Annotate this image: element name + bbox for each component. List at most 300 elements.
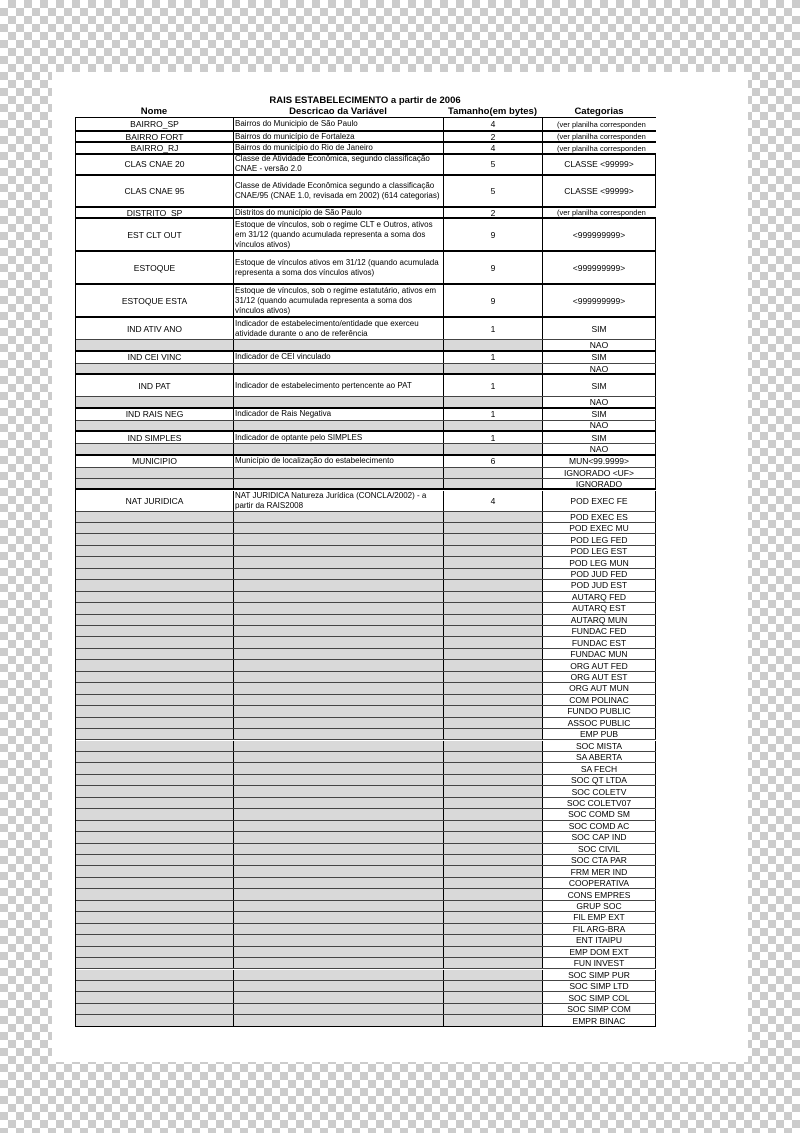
description-cell <box>234 786 444 796</box>
table-row <box>76 798 656 809</box>
size-cell <box>444 546 543 556</box>
size-cell <box>444 821 543 831</box>
description-cell <box>234 752 444 762</box>
name-cell <box>76 603 234 613</box>
description-cell <box>234 695 444 705</box>
table-row <box>76 649 656 660</box>
category-cell: (ver planilha corresponden <box>557 119 646 129</box>
size-cell <box>444 935 543 945</box>
name-cell <box>76 615 234 625</box>
category-cell: SOC SIMP COL <box>543 992 656 1002</box>
table-row <box>76 208 656 219</box>
size-cell <box>444 580 543 590</box>
table-row <box>76 479 656 490</box>
name-cell <box>76 557 234 567</box>
table-row <box>76 397 656 408</box>
category-cell: (ver planilha corresponden <box>557 132 646 142</box>
description-cell <box>234 649 444 659</box>
size-cell: 1 <box>444 375 543 396</box>
category-cell: FUNDAC EST <box>543 637 656 647</box>
category-cell: ORG AUT MUN <box>543 683 656 693</box>
table-row <box>76 901 656 912</box>
name-cell <box>76 741 234 751</box>
header-categories: Categorias <box>574 106 624 117</box>
category-cell: AUTARQ FED <box>543 592 656 602</box>
table-row <box>76 866 656 877</box>
table-row <box>76 763 656 774</box>
category-cell: <999999999> <box>543 252 656 283</box>
name-cell <box>76 479 234 488</box>
description-cell <box>234 855 444 865</box>
name-cell <box>76 844 234 854</box>
category-cell: NAO <box>543 444 656 453</box>
name-cell <box>76 878 234 888</box>
name-cell <box>76 569 234 579</box>
size-cell <box>444 557 543 567</box>
category-cell: SOC SIMP PUR <box>543 970 656 980</box>
header-size: Tamanho(em bytes) <box>447 106 538 117</box>
name-cell <box>76 729 234 739</box>
category-cell: POD JUD EST <box>543 580 656 590</box>
size-cell: 4 <box>444 491 543 511</box>
category-cell: ENT ITAIPU <box>543 935 656 945</box>
variables-table <box>75 117 656 1027</box>
table-row <box>76 580 656 591</box>
category-cell: ASSOC PUBLIC <box>543 718 656 728</box>
category-cell: NAO <box>543 397 656 406</box>
size-cell: 4 <box>444 118 543 130</box>
category-cell: FIL EMP EXT <box>543 912 656 922</box>
category-cell: SOC CTA PAR <box>543 855 656 865</box>
size-cell: 6 <box>444 456 543 467</box>
category-cell: EMPR BINAC <box>543 1015 656 1025</box>
description-cell <box>234 468 444 478</box>
size-cell <box>444 763 543 773</box>
description-cell <box>234 683 444 693</box>
name-cell <box>76 786 234 796</box>
table-row <box>76 992 656 1003</box>
size-cell <box>444 523 543 533</box>
size-cell <box>444 809 543 819</box>
size-cell <box>444 672 543 682</box>
description-cell <box>234 534 444 544</box>
size-cell <box>444 695 543 705</box>
size-cell <box>444 364 543 373</box>
table-row <box>76 741 656 752</box>
table-row <box>76 444 656 455</box>
name-cell: BAIRRO_RJ <box>76 143 234 152</box>
size-cell <box>444 947 543 957</box>
name-cell <box>76 340 234 349</box>
table-row <box>76 718 656 729</box>
table-row <box>76 592 656 603</box>
table-row <box>76 569 656 580</box>
name-cell <box>76 752 234 762</box>
size-cell <box>444 615 543 625</box>
name-cell <box>76 672 234 682</box>
category-cell: POD JUD FED <box>543 569 656 579</box>
category-cell: NAO <box>543 340 656 349</box>
description-cell <box>234 981 444 991</box>
description-cell <box>234 580 444 590</box>
name-cell: DISTRITO_SP <box>76 208 234 217</box>
category-cell: FUN INVEST <box>543 958 656 968</box>
size-cell <box>444 649 543 659</box>
size-cell: 2 <box>444 132 543 141</box>
size-cell <box>444 958 543 968</box>
category-cell: SIM <box>543 432 656 443</box>
table-row <box>76 534 656 545</box>
table-row <box>76 786 656 797</box>
description-cell: Indicador de CEI vinculado <box>234 352 444 363</box>
size-cell <box>444 889 543 899</box>
description-cell <box>234 615 444 625</box>
size-cell: 9 <box>444 285 543 316</box>
name-cell: MUNICIPIO <box>76 456 234 467</box>
category-cell: MUN<99.9999> <box>543 456 656 467</box>
size-cell <box>444 878 543 888</box>
category-cell: FUNDAC FED <box>543 626 656 636</box>
size-cell <box>444 901 543 911</box>
description-cell: Classe de Atividade Econômica segundo a classificação CNAE/95 (CNAE 1.0, revisada em 2002) (614 categorias) <box>234 176 444 206</box>
description-cell <box>234 706 444 716</box>
table-row <box>76 981 656 992</box>
table-row <box>76 626 656 637</box>
size-cell <box>444 444 543 453</box>
size-cell: 5 <box>444 176 543 206</box>
name-cell <box>76 468 234 478</box>
size-cell: 4 <box>444 143 543 152</box>
size-cell <box>444 592 543 602</box>
name-cell <box>76 924 234 934</box>
description-cell: Indicador de estabelecimento pertencente ao PAT <box>234 375 444 396</box>
name-cell: IND RAIS NEG <box>76 409 234 420</box>
description-cell <box>234 626 444 636</box>
category-cell: IGNORADO <box>543 479 656 488</box>
header-name: Nome <box>140 106 168 117</box>
category-cell: SIM <box>543 318 656 339</box>
description-cell: Distritos do município de São Paulo <box>234 208 444 217</box>
description-cell <box>234 924 444 934</box>
size-cell <box>444 421 543 430</box>
name-cell <box>76 523 234 533</box>
table-row <box>76 672 656 683</box>
description-cell <box>234 479 444 488</box>
table-row <box>76 143 656 154</box>
description-cell: Classe de Atividade Econômica, segundo classificação CNAE - versão 2.0 <box>234 155 444 174</box>
table-row <box>76 752 656 763</box>
category-cell: SA FECH <box>543 763 656 773</box>
name-cell <box>76 397 234 406</box>
size-cell <box>444 741 543 751</box>
table-row <box>76 603 656 614</box>
name-cell <box>76 981 234 991</box>
description-cell <box>234 557 444 567</box>
table-row <box>76 219 656 252</box>
table-row <box>76 318 656 340</box>
description-cell <box>234 523 444 533</box>
table-row <box>76 889 656 900</box>
table-row <box>76 729 656 740</box>
description-cell: Município de localização do estabelecimento <box>234 456 444 467</box>
table-row <box>76 947 656 958</box>
name-cell <box>76 364 234 373</box>
document-title: RAIS ESTABELECIMENTO a partir de 2006 <box>269 95 461 106</box>
description-cell: Indicador de Rais Negativa <box>234 409 444 420</box>
size-cell <box>444 660 543 670</box>
table-row <box>76 958 656 969</box>
size-cell <box>444 981 543 991</box>
description-cell: Bairros do município do Rio de Janeiro <box>234 143 444 152</box>
size-cell <box>444 924 543 934</box>
description-cell <box>234 947 444 957</box>
description-cell <box>234 901 444 911</box>
name-cell <box>76 649 234 659</box>
category-cell: POD EXEC MU <box>543 523 656 533</box>
table-row <box>76 660 656 671</box>
description-cell <box>234 809 444 819</box>
category-cell: POD EXEC ES <box>543 512 656 522</box>
table-row <box>76 878 656 889</box>
category-cell: EMP DOM EXT <box>543 947 656 957</box>
table-row <box>76 491 656 512</box>
name-cell <box>76 718 234 728</box>
size-cell <box>444 603 543 613</box>
name-cell: IND SIMPLES <box>76 432 234 443</box>
description-cell <box>234 775 444 785</box>
table-row <box>76 775 656 786</box>
name-cell <box>76 935 234 945</box>
name-cell <box>76 1004 234 1014</box>
category-cell: FUNDO PUBLIC <box>543 706 656 716</box>
table-row <box>76 523 656 534</box>
description-cell <box>234 340 444 349</box>
table-row <box>76 1015 656 1026</box>
table-row <box>76 844 656 855</box>
category-cell: POD LEG EST <box>543 546 656 556</box>
category-cell: SOC COLETV07 <box>543 798 656 808</box>
name-cell <box>76 901 234 911</box>
name-cell <box>76 798 234 808</box>
table-row <box>76 695 656 706</box>
table-row <box>76 615 656 626</box>
category-cell: FUNDAC MUN <box>543 649 656 659</box>
size-cell <box>444 1015 543 1025</box>
name-cell <box>76 912 234 922</box>
size-cell <box>444 912 543 922</box>
description-cell <box>234 603 444 613</box>
table-row <box>76 935 656 946</box>
name-cell: ESTOQUE <box>76 252 234 283</box>
description-cell <box>234 878 444 888</box>
description-cell <box>234 798 444 808</box>
name-cell <box>76 580 234 590</box>
category-cell: GRUP SOC <box>543 901 656 911</box>
table-row <box>76 375 656 397</box>
name-cell <box>76 775 234 785</box>
category-cell: SOC MISTA <box>543 741 656 751</box>
description-cell <box>234 637 444 647</box>
name-cell <box>76 660 234 670</box>
category-cell: SIM <box>543 409 656 420</box>
description-cell <box>234 958 444 968</box>
size-cell: 9 <box>444 219 543 250</box>
table-row <box>76 706 656 717</box>
size-cell: 5 <box>444 155 543 174</box>
category-cell: ORG AUT FED <box>543 660 656 670</box>
name-cell <box>76 821 234 831</box>
name-cell <box>76 809 234 819</box>
name-cell <box>76 1015 234 1025</box>
size-cell <box>444 340 543 349</box>
table-row <box>76 409 656 421</box>
table-row <box>76 809 656 820</box>
category-cell: COM POLINAC <box>543 695 656 705</box>
name-cell <box>76 592 234 602</box>
category-cell: POD LEG MUN <box>543 557 656 567</box>
table-row <box>76 557 656 568</box>
table-row <box>76 176 656 208</box>
category-cell: POD EXEC FE <box>543 491 656 511</box>
description-cell <box>234 763 444 773</box>
description-cell <box>234 546 444 556</box>
description-cell <box>234 672 444 682</box>
size-cell <box>444 729 543 739</box>
name-cell <box>76 444 234 453</box>
table-row <box>76 546 656 557</box>
description-cell: Indicador de optante pelo SIMPLES <box>234 432 444 443</box>
category-cell: SOC COMD AC <box>543 821 656 831</box>
size-cell <box>444 468 543 478</box>
description-cell: NAT JURIDICA Natureza Jurídica (CONCLA/2002) - a partir da RAIS2008 <box>234 491 444 511</box>
table-row <box>76 821 656 832</box>
table-row <box>76 340 656 351</box>
table-row <box>76 512 656 523</box>
description-cell <box>234 1004 444 1014</box>
category-cell: SOC QT LTDA <box>543 775 656 785</box>
size-cell: 1 <box>444 432 543 443</box>
size-cell <box>444 775 543 785</box>
size-cell: 1 <box>444 352 543 363</box>
size-cell <box>444 534 543 544</box>
name-cell <box>76 706 234 716</box>
table-row <box>76 468 656 479</box>
description-cell <box>234 889 444 899</box>
category-cell: <999999999> <box>543 219 656 250</box>
name-cell <box>76 695 234 705</box>
name-cell: BAIRRO_SP <box>76 118 234 130</box>
table-row <box>76 132 656 143</box>
description-cell <box>234 444 444 453</box>
category-cell: COOPERATIVA <box>543 878 656 888</box>
description-cell: Indicador de estabelecimento/entidade que exerceu atividade durante o ano de referência <box>234 318 444 339</box>
category-cell: CONS EMPRES <box>543 889 656 899</box>
name-cell <box>76 534 234 544</box>
table-row <box>76 970 656 981</box>
table-row <box>76 924 656 935</box>
size-cell <box>444 397 543 406</box>
size-cell: 1 <box>444 318 543 339</box>
size-cell <box>444 683 543 693</box>
name-cell <box>76 992 234 1002</box>
table-row <box>76 155 656 176</box>
size-cell <box>444 798 543 808</box>
name-cell: NAT JURIDICA <box>76 491 234 511</box>
table-row <box>76 832 656 843</box>
size-cell <box>444 855 543 865</box>
category-cell: NAO <box>543 421 656 430</box>
name-cell <box>76 626 234 636</box>
name-cell: ESTOQUE ESTA <box>76 285 234 316</box>
table-row <box>76 285 656 318</box>
description-cell <box>234 512 444 522</box>
table-row <box>76 912 656 923</box>
description-cell: Estoque de vínculos, sob o regime estatutário, ativos em 31/12 (quando acumulada representa a soma dos vínculos ativos) <box>234 285 444 316</box>
name-cell: CLAS CNAE 95 <box>76 176 234 206</box>
category-cell: SOC COMD SM <box>543 809 656 819</box>
description-cell <box>234 866 444 876</box>
name-cell <box>76 958 234 968</box>
name-cell <box>76 512 234 522</box>
table-row <box>76 352 656 364</box>
size-cell <box>444 626 543 636</box>
size-cell <box>444 706 543 716</box>
description-cell <box>234 821 444 831</box>
description-cell <box>234 832 444 842</box>
description-cell: Bairros do Municipio de São Paulo <box>234 118 444 130</box>
name-cell: EST CLT OUT <box>76 219 234 250</box>
table-row <box>76 637 656 648</box>
table-row <box>76 364 656 375</box>
size-cell <box>444 637 543 647</box>
category-cell: NAO <box>543 364 656 373</box>
description-cell: Bairros do município de Fortaleza <box>234 132 444 141</box>
category-cell: FRM MER IND <box>543 866 656 876</box>
size-cell <box>444 844 543 854</box>
name-cell: IND CEI VINC <box>76 352 234 363</box>
name-cell <box>76 832 234 842</box>
size-cell: 9 <box>444 252 543 283</box>
category-cell: POD LEG FED <box>543 534 656 544</box>
size-cell <box>444 569 543 579</box>
category-cell: AUTARQ EST <box>543 603 656 613</box>
description-cell <box>234 992 444 1002</box>
description-cell <box>234 397 444 406</box>
size-cell <box>444 992 543 1002</box>
category-cell: <999999999> <box>543 285 656 316</box>
category-cell: AUTARQ MUN <box>543 615 656 625</box>
category-cell: EMP PUB <box>543 729 656 739</box>
category-cell: SOC SIMP LTD <box>543 981 656 991</box>
size-cell <box>444 832 543 842</box>
name-cell <box>76 855 234 865</box>
table-row <box>76 118 656 132</box>
name-cell: IND ATIV ANO <box>76 318 234 339</box>
size-cell <box>444 752 543 762</box>
name-cell <box>76 546 234 556</box>
category-cell: ORG AUT EST <box>543 672 656 682</box>
table-row <box>76 683 656 694</box>
table-row <box>76 432 656 444</box>
category-cell: SA ABERTA <box>543 752 656 762</box>
name-cell <box>76 970 234 980</box>
name-cell <box>76 637 234 647</box>
table-row <box>76 1004 656 1015</box>
size-cell <box>444 786 543 796</box>
category-cell: SOC CAP IND <box>543 832 656 842</box>
name-cell <box>76 947 234 957</box>
description-cell <box>234 912 444 922</box>
